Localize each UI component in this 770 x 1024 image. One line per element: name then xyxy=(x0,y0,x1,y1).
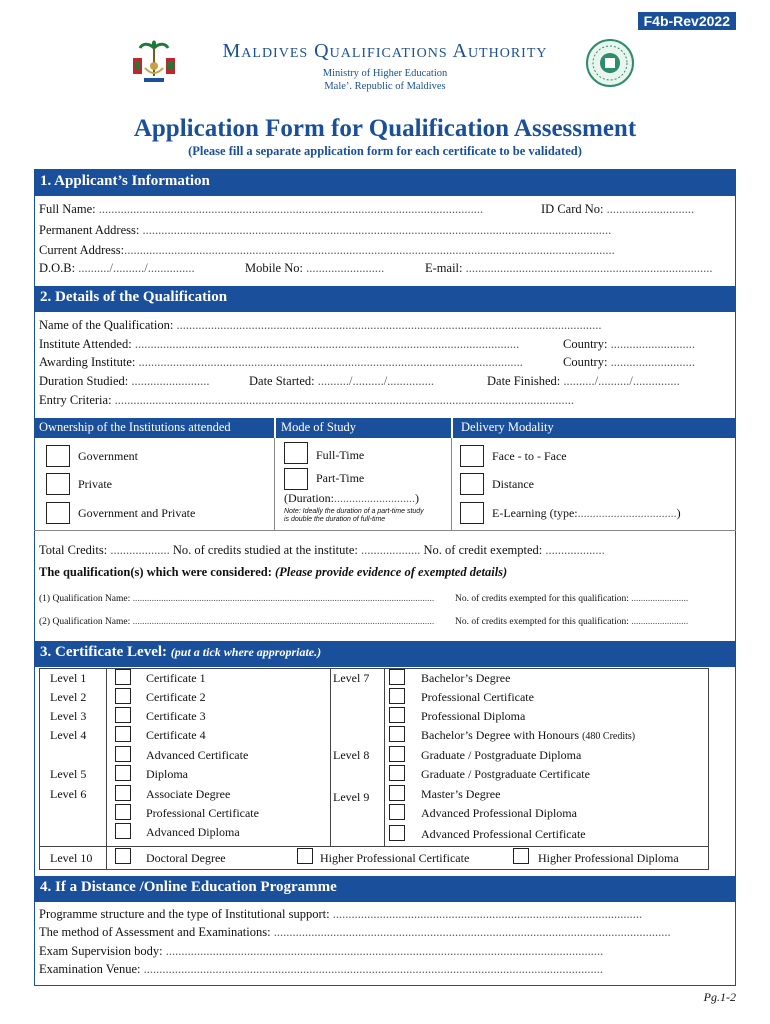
dob-field[interactable]: ........../........../............... xyxy=(78,261,195,275)
right-level-option xyxy=(421,767,590,782)
total-credits-field[interactable]: ................... xyxy=(107,543,170,557)
left-level-option: Advanced Certificate xyxy=(146,748,249,762)
structure-field[interactable]: ................................................................................................... xyxy=(329,907,643,921)
left-level-option: Professional Certificate xyxy=(146,806,259,820)
table-divider xyxy=(330,668,331,846)
right-level-option-text: Bachelor’s Degree with Honours xyxy=(421,728,580,742)
id-card-field[interactable]: ............................ xyxy=(603,202,695,216)
right-level-checkbox[interactable] xyxy=(389,746,405,762)
right-level-option-text: Professional Certificate xyxy=(421,690,534,704)
section-3-title: 3. Certificate Level: xyxy=(40,644,168,660)
mobile-row xyxy=(245,261,420,279)
country2-field[interactable]: ........................... xyxy=(607,355,695,369)
ownership-both-checkbox[interactable] xyxy=(46,502,70,524)
qualification-name-field[interactable]: ........................................................................................................................................ xyxy=(173,318,602,332)
left-level-checkbox[interactable] xyxy=(115,785,131,801)
form-subtitle: (Please fill a separate application form for each certificate to be validated) xyxy=(188,144,582,158)
mode-note xyxy=(284,508,424,524)
left-level-label: Level 5 xyxy=(50,767,87,781)
mode-duration-row xyxy=(284,491,419,506)
section-1-header: 1. Applicant’s Information xyxy=(34,170,736,196)
ownership-government-label: Government xyxy=(78,449,138,463)
entry-criteria-label: Entry Criteria: xyxy=(39,393,112,407)
date-started-label: Date Started: xyxy=(249,374,315,388)
qualification-2-label: (2) Qualification Name: xyxy=(39,617,131,627)
qualification-2-exempt-row xyxy=(455,617,688,627)
mode-duration-field[interactable]: ........................... xyxy=(334,491,415,505)
delivery-f2f-label: Face - to - Face xyxy=(492,449,567,463)
certificate-level-table xyxy=(39,668,709,870)
mode-header: Mode of Study xyxy=(276,418,451,438)
country1-field[interactable]: ........................... xyxy=(607,337,695,351)
hpd-checkbox[interactable] xyxy=(513,848,529,864)
left-level-option: Certificate 4 xyxy=(146,728,206,742)
mobile-field[interactable]: ......................... xyxy=(302,261,385,275)
mqa-seal-icon xyxy=(585,38,635,88)
level-8-label: Level 8 xyxy=(333,748,370,762)
delivery-distance-label: Distance xyxy=(492,477,534,491)
right-level-option xyxy=(421,709,525,724)
level-9-label: Level 9 xyxy=(333,790,370,804)
mode-note-line-2: is double the duration of full-time xyxy=(284,516,386,523)
date-finished-label: Date Finished: xyxy=(487,374,561,388)
mobile-label: Mobile No: xyxy=(245,261,303,275)
form-revision-code: F4b-Rev2022 xyxy=(638,12,736,30)
structure-row xyxy=(39,907,729,925)
date-finished-field[interactable]: ........../........../............... xyxy=(563,374,680,388)
qualification-1-exempt-row xyxy=(455,594,688,604)
doctoral-checkbox[interactable] xyxy=(115,848,131,864)
mode-fulltime-checkbox[interactable] xyxy=(284,442,308,464)
hpc-label: Higher Professional Certificate xyxy=(320,851,470,865)
current-address-field[interactable]: ............................................................................................................................................................. xyxy=(124,243,615,257)
section-3-note: (put a tick where appropriate.) xyxy=(170,645,322,659)
delivery-header: Delivery Modality xyxy=(453,418,736,438)
method-field[interactable]: ............................................................................................................................... xyxy=(270,925,671,939)
full-name-label: Full Name: xyxy=(39,202,96,216)
right-level-checkbox[interactable] xyxy=(389,765,405,781)
section-4-header: 4. If a Distance /Online Education Programme xyxy=(34,876,736,902)
section-3-header xyxy=(34,641,736,667)
entry-criteria-field[interactable]: ................................................................................................................................................... xyxy=(111,393,575,407)
right-level-option-text: Master’s Degree xyxy=(421,787,501,801)
qualification-1-field[interactable]: ............................................................................................................................... xyxy=(130,594,435,604)
right-level-option xyxy=(421,671,510,686)
table-divider xyxy=(39,846,709,847)
mode-duration-close: ) xyxy=(415,491,419,505)
qualification-name-row xyxy=(39,318,729,336)
delivery-elearning-field[interactable]: ................................. xyxy=(577,506,677,520)
ownership-government-checkbox[interactable] xyxy=(46,445,70,467)
current-address-label: Current Address: xyxy=(39,243,125,257)
full-name-field[interactable]: ........................................................................................................................... xyxy=(95,202,484,216)
method-row xyxy=(39,925,729,943)
left-level-checkbox[interactable] xyxy=(115,823,131,839)
left-level-checkbox[interactable] xyxy=(115,707,131,723)
ownership-private-label: Private xyxy=(78,477,112,491)
qualification-name-label: Name of the Qualification: xyxy=(39,318,174,332)
right-level-checkbox[interactable] xyxy=(389,688,405,704)
delivery-elearning-row xyxy=(492,506,681,521)
dob-label: D.O.B: xyxy=(39,261,76,275)
hpc-checkbox[interactable] xyxy=(297,848,313,864)
institute-field[interactable]: ........................................................................................................................... xyxy=(131,337,520,351)
considered-row xyxy=(39,565,729,583)
email-row xyxy=(425,261,727,279)
left-level-option: Certificate 3 xyxy=(146,709,206,723)
awarding-row xyxy=(39,355,559,373)
right-level-option-text: Professional Diploma xyxy=(421,709,526,723)
form-title: Application Form for Qualification Assessment xyxy=(133,115,637,142)
duration-field[interactable]: ......................... xyxy=(128,374,210,388)
credits-exempted-label: No. of credit exempted: xyxy=(423,543,543,557)
venue-label: Examination Venue: xyxy=(39,962,141,976)
ministry-text xyxy=(0,67,770,93)
delivery-elearning-label: E-Learning (type: xyxy=(492,506,578,520)
left-level-label: Level 1 xyxy=(50,671,87,685)
qualification-1-exempt-label: No. of credits exempted for this qualification: xyxy=(455,594,629,604)
credits-exempted-field[interactable]: ................... xyxy=(542,543,605,557)
right-level-option xyxy=(421,748,581,763)
table-divider xyxy=(106,668,107,870)
right-level-checkbox[interactable] xyxy=(389,726,405,742)
delivery-f2f-checkbox[interactable] xyxy=(460,445,484,467)
qualification-1-row xyxy=(39,594,434,604)
left-level-option: Certificate 2 xyxy=(146,690,206,704)
awarding-label: Awarding Institute: xyxy=(39,355,136,369)
entry-criteria-row xyxy=(39,393,729,411)
duration-label: Duration Studied: xyxy=(39,374,129,388)
left-level-checkbox[interactable] xyxy=(115,726,131,742)
ownership-private-checkbox[interactable] xyxy=(46,473,70,495)
page-number: Pg.1-2 xyxy=(703,990,736,1004)
date-started-row xyxy=(249,374,481,392)
email-label: E-mail: xyxy=(425,261,463,275)
column-divider xyxy=(274,438,275,530)
credits-institute-label: No. of credits studied at the institute: xyxy=(172,543,358,557)
right-level-checkbox[interactable] xyxy=(389,785,405,801)
right-level-checkbox[interactable] xyxy=(389,707,405,723)
right-level-checkbox[interactable] xyxy=(389,804,405,820)
considered-note: (Please provide evidence of exempted details) xyxy=(275,565,508,579)
ownership-both-label: Government and Private xyxy=(78,506,196,520)
id-card-label: ID Card No: xyxy=(541,202,604,216)
method-label: The method of Assessment and Examinations: xyxy=(39,925,271,939)
table-divider xyxy=(384,668,385,846)
qualification-1-exempt-field[interactable]: ........................ xyxy=(628,594,689,604)
right-level-option xyxy=(421,690,534,705)
email-field[interactable]: ............................................................................... xyxy=(462,261,713,275)
ministry-name: Ministry of Higher Education xyxy=(322,68,448,79)
divider xyxy=(34,530,736,531)
delivery-elearning-close: ) xyxy=(676,506,681,520)
permanent-address-row xyxy=(39,223,729,241)
institute-row xyxy=(39,337,559,355)
supervision-label: Exam Supervision body: xyxy=(39,944,163,958)
venue-row xyxy=(39,962,729,980)
level-10-label: Level 10 xyxy=(50,851,93,865)
section-2-header: 2. Details of the Qualification xyxy=(34,286,736,312)
right-level-checkbox[interactable] xyxy=(389,825,405,841)
permanent-address-field[interactable]: ...................................................................................................................................................... xyxy=(139,223,612,237)
mode-parttime-checkbox[interactable] xyxy=(284,468,308,490)
id-card-row xyxy=(541,202,726,220)
ownership-header: Ownership of the Institutions attended xyxy=(34,418,274,438)
left-level-label: Level 3 xyxy=(50,709,87,723)
left-level-option: Advanced Diploma xyxy=(146,825,240,839)
awarding-field[interactable]: ........................................................................................................................... xyxy=(135,355,523,369)
right-level-option-text: Advanced Professional Diploma xyxy=(421,806,577,820)
delivery-distance-checkbox[interactable] xyxy=(460,473,484,495)
right-level-option xyxy=(421,806,577,821)
duration-row xyxy=(39,374,249,392)
right-level-option xyxy=(421,827,586,842)
supervision-field[interactable]: ............................................................................................................................................ xyxy=(162,944,604,958)
permanent-address-label: Permanent Address: xyxy=(39,223,140,237)
institute-label: Institute Attended: xyxy=(39,337,132,351)
qualification-2-exempt-field[interactable]: ........................ xyxy=(628,617,689,627)
right-level-option xyxy=(421,787,500,802)
left-level-option: Certificate 1 xyxy=(146,671,206,685)
level-7-label: Level 7 xyxy=(333,671,370,685)
right-level-checkbox[interactable] xyxy=(389,669,405,685)
venue-field[interactable]: ................................................................................................................................................... xyxy=(140,962,603,976)
left-level-checkbox[interactable] xyxy=(115,804,131,820)
left-level-label: Level 2 xyxy=(50,690,87,704)
hpd-label: Higher Professional Diploma xyxy=(538,851,679,865)
delivery-elearning-checkbox[interactable] xyxy=(460,502,484,524)
left-level-label: Level 6 xyxy=(50,787,87,801)
left-level-label: Level 4 xyxy=(50,728,87,742)
left-level-option: Associate Degree xyxy=(146,787,231,801)
mode-duration-label: (Duration: xyxy=(284,491,334,505)
supervision-row xyxy=(39,944,729,962)
ministry-address: Male’. Republic of Maldives xyxy=(324,81,446,92)
structure-label: Programme structure and the type of Institutional support: xyxy=(39,907,330,921)
qualification-1-label: (1) Qualification Name: xyxy=(39,594,131,604)
qualification-2-field[interactable]: ............................................................................................................................... xyxy=(130,617,435,627)
organization-name: Maldives Qualifications Authority xyxy=(222,40,548,62)
left-level-checkbox[interactable] xyxy=(115,688,131,704)
considered-label: The qualification(s) which were considered: xyxy=(39,565,272,579)
doctoral-label: Doctoral Degree xyxy=(146,851,226,865)
country2-row xyxy=(563,355,727,373)
current-address-row xyxy=(39,243,729,261)
credits-institute-field[interactable]: ................... xyxy=(357,543,421,557)
left-level-checkbox[interactable] xyxy=(115,765,131,781)
left-level-checkbox[interactable] xyxy=(115,746,131,762)
total-credits-label: Total Credits: xyxy=(39,543,108,557)
country1-row xyxy=(563,337,727,355)
left-level-option: Diploma xyxy=(146,767,188,781)
qualification-2-row xyxy=(39,617,434,627)
qualification-2-exempt-label: No. of credits exempted for this qualification: xyxy=(455,617,629,627)
right-level-option-text: Graduate / Postgraduate Certificate xyxy=(421,767,590,781)
column-divider xyxy=(451,438,452,530)
country1-label: Country: xyxy=(563,337,608,351)
honours-credits-note: (480 Credits) xyxy=(582,731,636,742)
mode-parttime-label: Part-Time xyxy=(316,471,365,485)
right-level-option-text: Bachelor’s Degree xyxy=(421,671,511,685)
date-started-field[interactable]: ........../........../............... xyxy=(317,374,435,388)
country2-label: Country: xyxy=(563,355,608,369)
right-level-option-text: Advanced Professional Certificate xyxy=(421,827,586,841)
left-level-checkbox[interactable] xyxy=(115,669,131,685)
mode-fulltime-label: Full-Time xyxy=(316,448,365,462)
right-level-option xyxy=(421,728,635,743)
right-level-option-text: Graduate / Postgraduate Diploma xyxy=(421,748,582,762)
mode-note-line-1: Note: Ideally the duration of a part-time study xyxy=(284,508,424,515)
date-finished-row xyxy=(487,374,727,392)
credits-row xyxy=(39,543,729,561)
